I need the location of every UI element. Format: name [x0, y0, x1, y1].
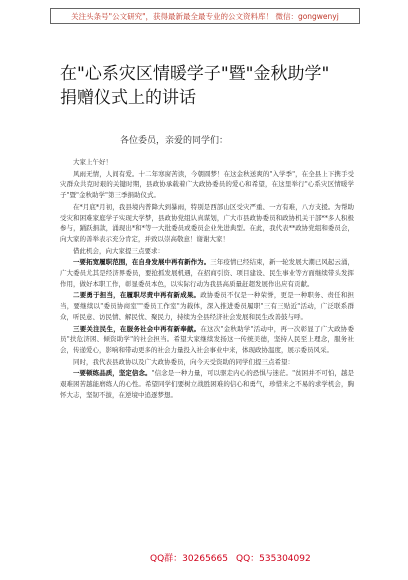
paragraph-heading: 三要关注民生，在服务社会中再有新奉献。 — [73, 324, 201, 333]
paragraph-text: 在*月底*月初，我县境内普降大到暴雨，特别是西部山区受灾严重、一方有难，八方支援。为帮助受灾和困难家庭学子实现大学梦，县政协党组认真谋划，广大市县政协委员和政协机关干部**多人积极参与，踊跃捐款，涌现出*和*等一大批委员或委员企业先进典型。在此，我代表**政协党组和委员会，向大家的善举表示充分肯定，并致以崇高敬意！谢谢大家！ — [60, 202, 354, 243]
title-line-2: 捐赠仪式上的讲话 — [60, 88, 196, 108]
qq-number: QQ：535304092 — [236, 554, 311, 564]
paragraph — [60, 202, 354, 245]
paragraph-text: 风雨无情，人间有爱。十二年寒窗苦读，今朝圆梦！在这金秋送爽的"入学季"，在全县上下携手受灾群众共克时艰的关键时期，县政协承载着广大政协委员的爱心和希望，在这里举行"心系灾区情暖学子"暨"金秋助学"第三季捐助仪式。 — [60, 169, 354, 200]
paragraph-text: 同时，我代表县政协以及广大政协委员，向今天受资助的同学们提三点希望： — [73, 357, 294, 366]
promo-banner-text: 关注头条号"公文研究"，获得最新最全最专业的公文资料库！ 微信：gongwenyj — [71, 11, 339, 21]
document-title — [60, 62, 380, 110]
paragraph — [60, 246, 354, 257]
paragraph — [60, 257, 354, 289]
paragraph — [60, 324, 354, 356]
paragraph — [60, 368, 354, 400]
paragraph — [60, 169, 354, 201]
paragraph-text: 三年疫情已经结束，新一轮发展大潮已风起云涌，广大委员尤其是经济界委员，要抢抓发展机遇，在招商引资、项目建设、民生事业等方面继续带头发挥作用，做好本职工作，彰显委员本色，以实际行动为我县高质量赶超发展作出应有贡献。 — [60, 258, 355, 288]
paragraph-heading: 一要拓宽履职范围，在自身发展中再有新作为。 — [73, 258, 211, 267]
document-body — [60, 157, 354, 401]
title-line-1: 在"心系灾区情暖学子"暨"金秋助学" — [60, 64, 330, 84]
paragraph — [60, 157, 354, 168]
salutation: 各位委员，亲爱的同学们： — [120, 136, 229, 146]
paragraph-text: 政协委员不仅是一种荣誉，更是一种职务、责任和担当，要继续以"委员协商室""委员工作室"为载体，深入推进委员履职"三有三贴近"活动，广泛联系群众，听民意、访民情、解民忧、聚民力，持续为全县经济社会发展和民生改善鼓与呼。 — [60, 291, 355, 321]
paragraph-text: 借此机会，向大家提三点要求： — [73, 246, 164, 255]
paragraph-text: "信念是一种力量，可以驱走内心的恐惧与迷茫。"贫困并不可怕，越是艰难困苦越能磨练人的心性。希望同学们要树立战胜困难的信心和勇气，珍惜来之不易的求学机会，胸怀大志，坚韧不拔，在逆境中追逐梦想。 — [60, 369, 354, 399]
paragraph — [60, 290, 354, 322]
paragraph-text: 在这次"金秋助学"活动中，再一次彰显了广大政协委员"扶危济困、倾资助学"的社会担当。希望大家继续发扬这一传统美德，坚持人民至上理念，服务社会，传递爱心，影响和带动更多的社会力量投入社会事业中来，体现政协温度，展示委员风采。 — [60, 324, 355, 354]
paragraph-text: 大家上午好！ — [73, 158, 112, 166]
paragraph-heading: 一要顿练品质，坚定信念。 — [73, 369, 152, 378]
qq-group-number: QQ群：30265665 — [150, 554, 228, 564]
promo-banner — [50, 8, 360, 24]
paragraph — [60, 357, 354, 368]
paragraph-heading: 二要勇于担当，在履职尽责中再有新成果。 — [73, 291, 201, 300]
contact-footer — [0, 551, 408, 567]
